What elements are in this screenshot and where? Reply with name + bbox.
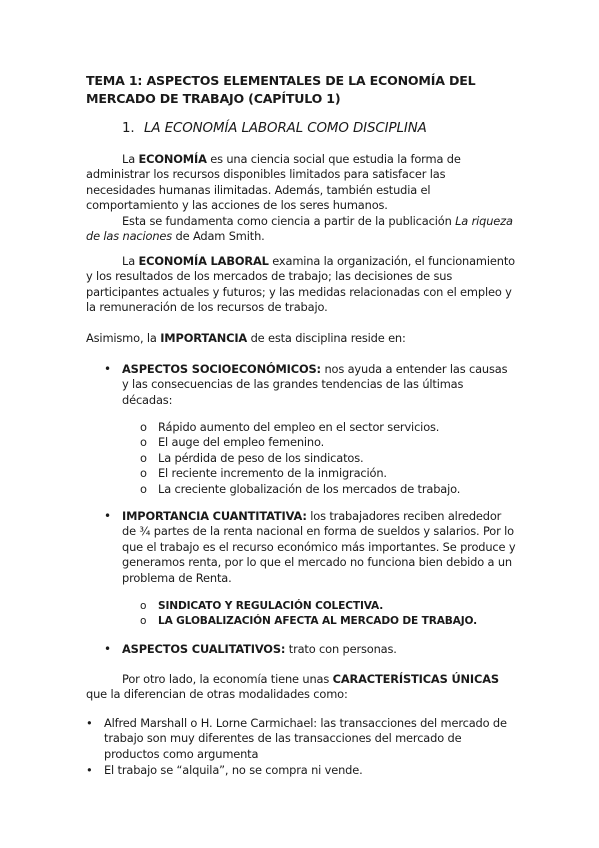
circle-bullet: o [140, 420, 147, 434]
list-item-text: Rápido aumento del empleo en el sector servicios. [158, 420, 440, 434]
list-item-text: El reciente incremento de la inmigración. [158, 466, 387, 481]
term-importancia: IMPORTANCIA [160, 331, 248, 345]
p2-pre: Esta se fundamenta como ciencia a partir de la publicación [122, 214, 456, 228]
list-item [140, 435, 520, 450]
list-item-text: La pérdida de peso de los sindicatos. [158, 450, 364, 465]
list-item-text: El auge del empleo femenino. [158, 435, 325, 450]
trends-list [140, 420, 520, 497]
term-economia-laboral: ECONOMÍA LABORAL [138, 254, 269, 268]
p3-pre: La [122, 254, 139, 268]
bullet-aspectos-cualitativos [104, 642, 516, 657]
circle-bullet: o [140, 450, 147, 465]
circle-bullet: o [140, 600, 147, 612]
p2-post: de Adam Smith. [172, 229, 265, 244]
list-item [140, 451, 520, 466]
chapter-heading [86, 72, 526, 107]
list-item [140, 599, 520, 614]
bullet-term: IMPORTANCIA CUANTITATIVA: [122, 509, 307, 523]
list-item-text: SINDICATO Y REGULACIÓN COLECTIVA. [158, 600, 384, 612]
bullet-text: los trabajadores reciben alrededor de ¾ partes de la renta nacional en forma de sueldos y salarios. Por lo que el trabajo es el recurso económico más importantes. Se produce y generamos renta, por lo que el mercado no funciona bien debido a un problema de Renta. [122, 509, 516, 585]
p4-pre: Asimismo, la [86, 331, 161, 345]
list-item [140, 420, 520, 435]
circle-bullet: o [140, 615, 147, 628]
section-heading [122, 120, 562, 138]
list-item [140, 482, 520, 497]
p1-pre: La [122, 152, 139, 166]
bullet-mark: • [104, 362, 111, 376]
list-item [140, 466, 520, 481]
circle-bullet: o [140, 435, 147, 450]
paragraph-adam-smith [86, 214, 516, 245]
p5-text: que la diferencian de otras modalidades como: [86, 687, 348, 702]
bullet-term: ASPECTOS CUALITATIVOS: [122, 642, 286, 656]
list-item-text: Alfred Marshall o H. Lorne Carmichael: las transacciones del mercado de trabajo son muy diferentes de las transacciones del mercado de productos como argumenta [104, 716, 507, 761]
p4-text: de esta disciplina reside en: [247, 331, 406, 345]
paragraph-caracteristicas [86, 672, 516, 703]
list-item-text: LA GLOBALIZACIÓN AFECTA AL MERCADO DE TRABAJO. [158, 615, 478, 628]
p5-pre: Por otro lado, la economía tiene unas [122, 672, 333, 686]
term-caracteristicas: CARACTERÍSTICAS ÚNICAS [332, 672, 499, 686]
list-item-trabajo-alquila [86, 763, 516, 778]
heading-line-2: MERCADO DE TRABAJO (CAPÍTULO 1) [86, 90, 341, 106]
bullet-term: ASPECTOS SOCIOECONÓMICOS: [122, 362, 321, 376]
bullet-mark: • [104, 509, 111, 523]
list-item-text: El trabajo se “alquila”, no se compra ni vende. [104, 763, 363, 777]
heading-line-1: TEMA 1: ASPECTOS ELEMENTALES DE LA ECONOMÍA DEL [86, 73, 476, 88]
bullet-mark: • [86, 716, 93, 730]
bullet-aspectos-socioeconomicos [104, 362, 516, 408]
term-economia: ECONOMÍA [138, 152, 207, 166]
book-title: La riqueza de las naciones [86, 214, 513, 244]
list-item-marshall [86, 716, 516, 762]
paragraph-importancia [86, 331, 516, 346]
section-number: 1. [122, 121, 135, 136]
section-title: LA ECONOMÍA LABORAL COMO DISCIPLINA [144, 121, 427, 136]
list-item [140, 614, 520, 629]
p3-text: examina la organización, el funcionamiento y los resultados de los mercados de trabajo; las decisiones de sus participantes actuales y futuros; y las medidas relacionadas con el empleo y la remuneración de los recursos de trabajo. [86, 254, 515, 315]
bullet-text: nos ayuda a entender las causas y las consecuencias de las grandes tendencias de las últimas décadas: [122, 362, 508, 407]
bullet-text: trato con personas. [285, 642, 397, 656]
circle-bullet: o [140, 466, 147, 481]
list-item-text: La creciente globalización de los mercados de trabajo. [158, 481, 461, 496]
bullet-mark: • [104, 642, 111, 656]
p1-text: es una ciencia social que estudia la forma de administrar los recursos disponibles limitados para satisfacer las necesidades humanas ilimitadas. Además, también estudia el comportamiento y las acciones de los seres humanos. [86, 152, 461, 213]
circle-bullet: o [140, 481, 147, 496]
bullet-importancia-cuantitativa [104, 509, 516, 586]
bullet-mark: • [86, 763, 93, 777]
key-factors-list [140, 599, 520, 630]
paragraph-economia [86, 152, 516, 214]
paragraph-economia-laboral [86, 254, 516, 316]
